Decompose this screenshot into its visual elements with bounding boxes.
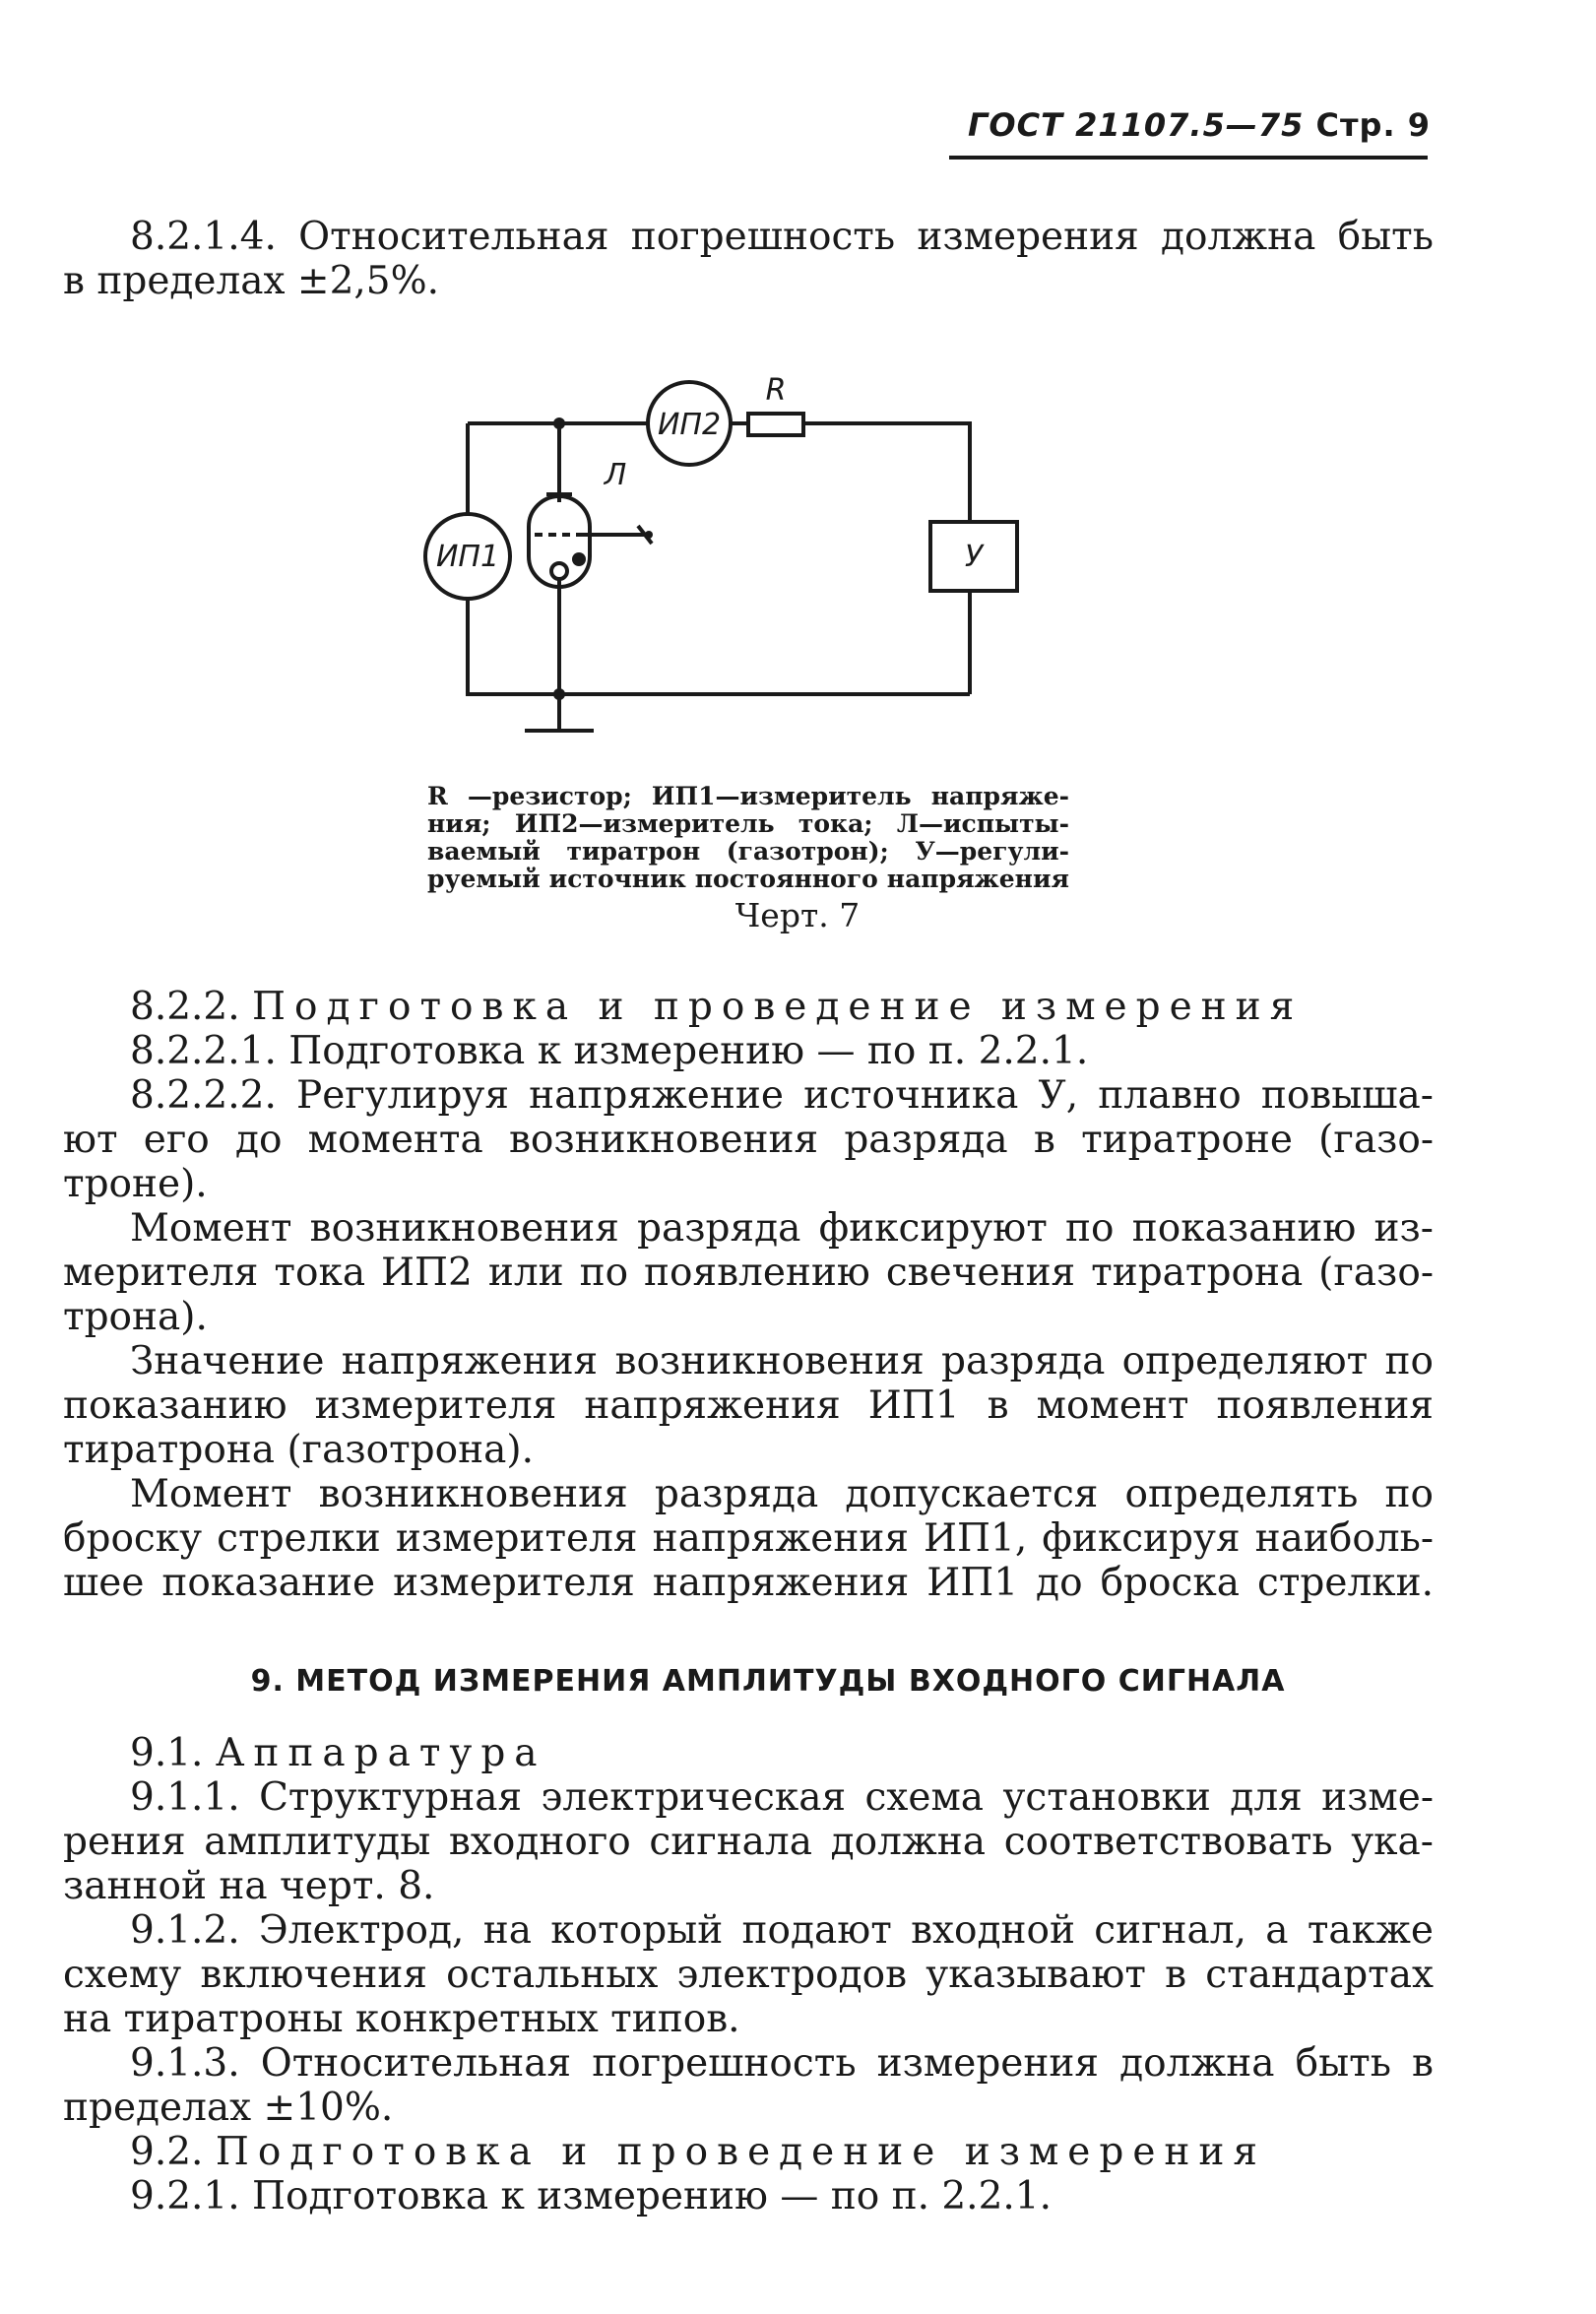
text-line: в пределах ±2,5%. (63, 259, 440, 303)
caption-line: руемый источник постоянного напряжения (427, 866, 1069, 893)
gas-dot (572, 552, 586, 566)
text-line: Момент возникновения разряда допускается определять по (130, 1472, 1434, 1516)
text-line: трона). (63, 1295, 208, 1339)
section-9 (63, 1731, 1434, 2218)
caption-line: R —резистор; ИП1—измеритель напряже- (427, 783, 1069, 810)
text-line: мерителя тока ИП2 или по появлению свечения тиратрона (газо- (63, 1251, 1434, 1295)
label-r: R (765, 373, 787, 408)
text-line: 9.2.1. Подготовка к измерению — по п. 2.2.1. (130, 2174, 1052, 2218)
text-line: занной на черт. 8. (63, 1864, 435, 1908)
text-line: шее показание измерителя напряжения ИП1 до броска стрелки. (63, 1561, 1434, 1605)
subsection-heading: 9.1. Аппаратура (130, 1731, 546, 1775)
junction-dot (553, 418, 565, 429)
label-l: Л (604, 458, 627, 492)
subsection-heading: 8.2.2. Подготовка и проведение измерения (130, 985, 1304, 1029)
standard-number: ГОСТ 21107.5—75 (968, 106, 1305, 144)
figure-label: Черт. 7 (734, 896, 861, 934)
label-ip2: ИП2 (657, 408, 722, 442)
circuit-svg (394, 354, 1083, 768)
figure-caption (427, 783, 1069, 893)
section-8-2-2 (63, 985, 1434, 1605)
text-line: Момент возникновения разряда фиксируют по показанию из- (130, 1206, 1434, 1251)
text-line: 9.1.1. Структурная электрическая схема установки для изме- (130, 1775, 1434, 1820)
header-rule (949, 156, 1428, 160)
text-line: на тиратроны конкретных типов. (63, 1997, 740, 2041)
section-9-title: 9. МЕТОД ИЗМЕРЕНИЯ АМПЛИТУДЫ ВХОДНОГО СИГНАЛА (250, 1664, 1286, 1699)
text-line: 9.1.3. Относительная погрешность измерения должна быть в (130, 2041, 1434, 2086)
text-line: броску стрелки измерителя напряжения ИП1, фиксируя наиболь- (63, 1516, 1434, 1561)
text-line: 9.1.2. Электрод, на который подают входной сигнал, а также (130, 1908, 1434, 1953)
junction-dot (553, 688, 565, 700)
text-line: ют его до момента возникновения разряда в тиратроне (газо- (63, 1118, 1434, 1162)
text-line: тиратрона (газотрона). (63, 1428, 534, 1472)
label-u: У (964, 540, 984, 574)
subsection-heading: 9.2. Подготовка и проведение измерения (130, 2130, 1267, 2174)
text-line: пределах ±10%. (63, 2086, 394, 2130)
text-line: 8.2.1.4. Относительная погрешность измерения должна быть (130, 215, 1434, 259)
caption-line: ваемый тиратрон (газотрон); У—регули- (427, 838, 1069, 866)
page-header (968, 106, 1431, 144)
paragraph-8-2-1-4 (63, 215, 1434, 303)
text-line: 8.2.2.1. Подготовка к измерению — по п. 2.2.1. (130, 1029, 1089, 1073)
text-line: троне). (63, 1162, 208, 1206)
text-line: показанию измерителя напряжения ИП1 в момент появления (63, 1383, 1434, 1428)
text-line: Значение напряжения возникновения разряда определяют по (130, 1339, 1434, 1383)
label-ip1: ИП1 (435, 540, 500, 574)
circuit-diagram (394, 354, 1083, 768)
caption-line: ния; ИП2—измеритель тока; Л—испыты- (427, 810, 1069, 838)
text-line: схему включения остальных электродов указывают в стандартах (63, 1953, 1434, 1997)
text-line: рения амплитуды входного сигнала должна соответствовать ука- (63, 1820, 1434, 1864)
text-line: 8.2.2.2. Регулируя напряжение источника У, плавно повыша- (130, 1073, 1434, 1118)
page-number: Стр. 9 (1315, 106, 1431, 144)
